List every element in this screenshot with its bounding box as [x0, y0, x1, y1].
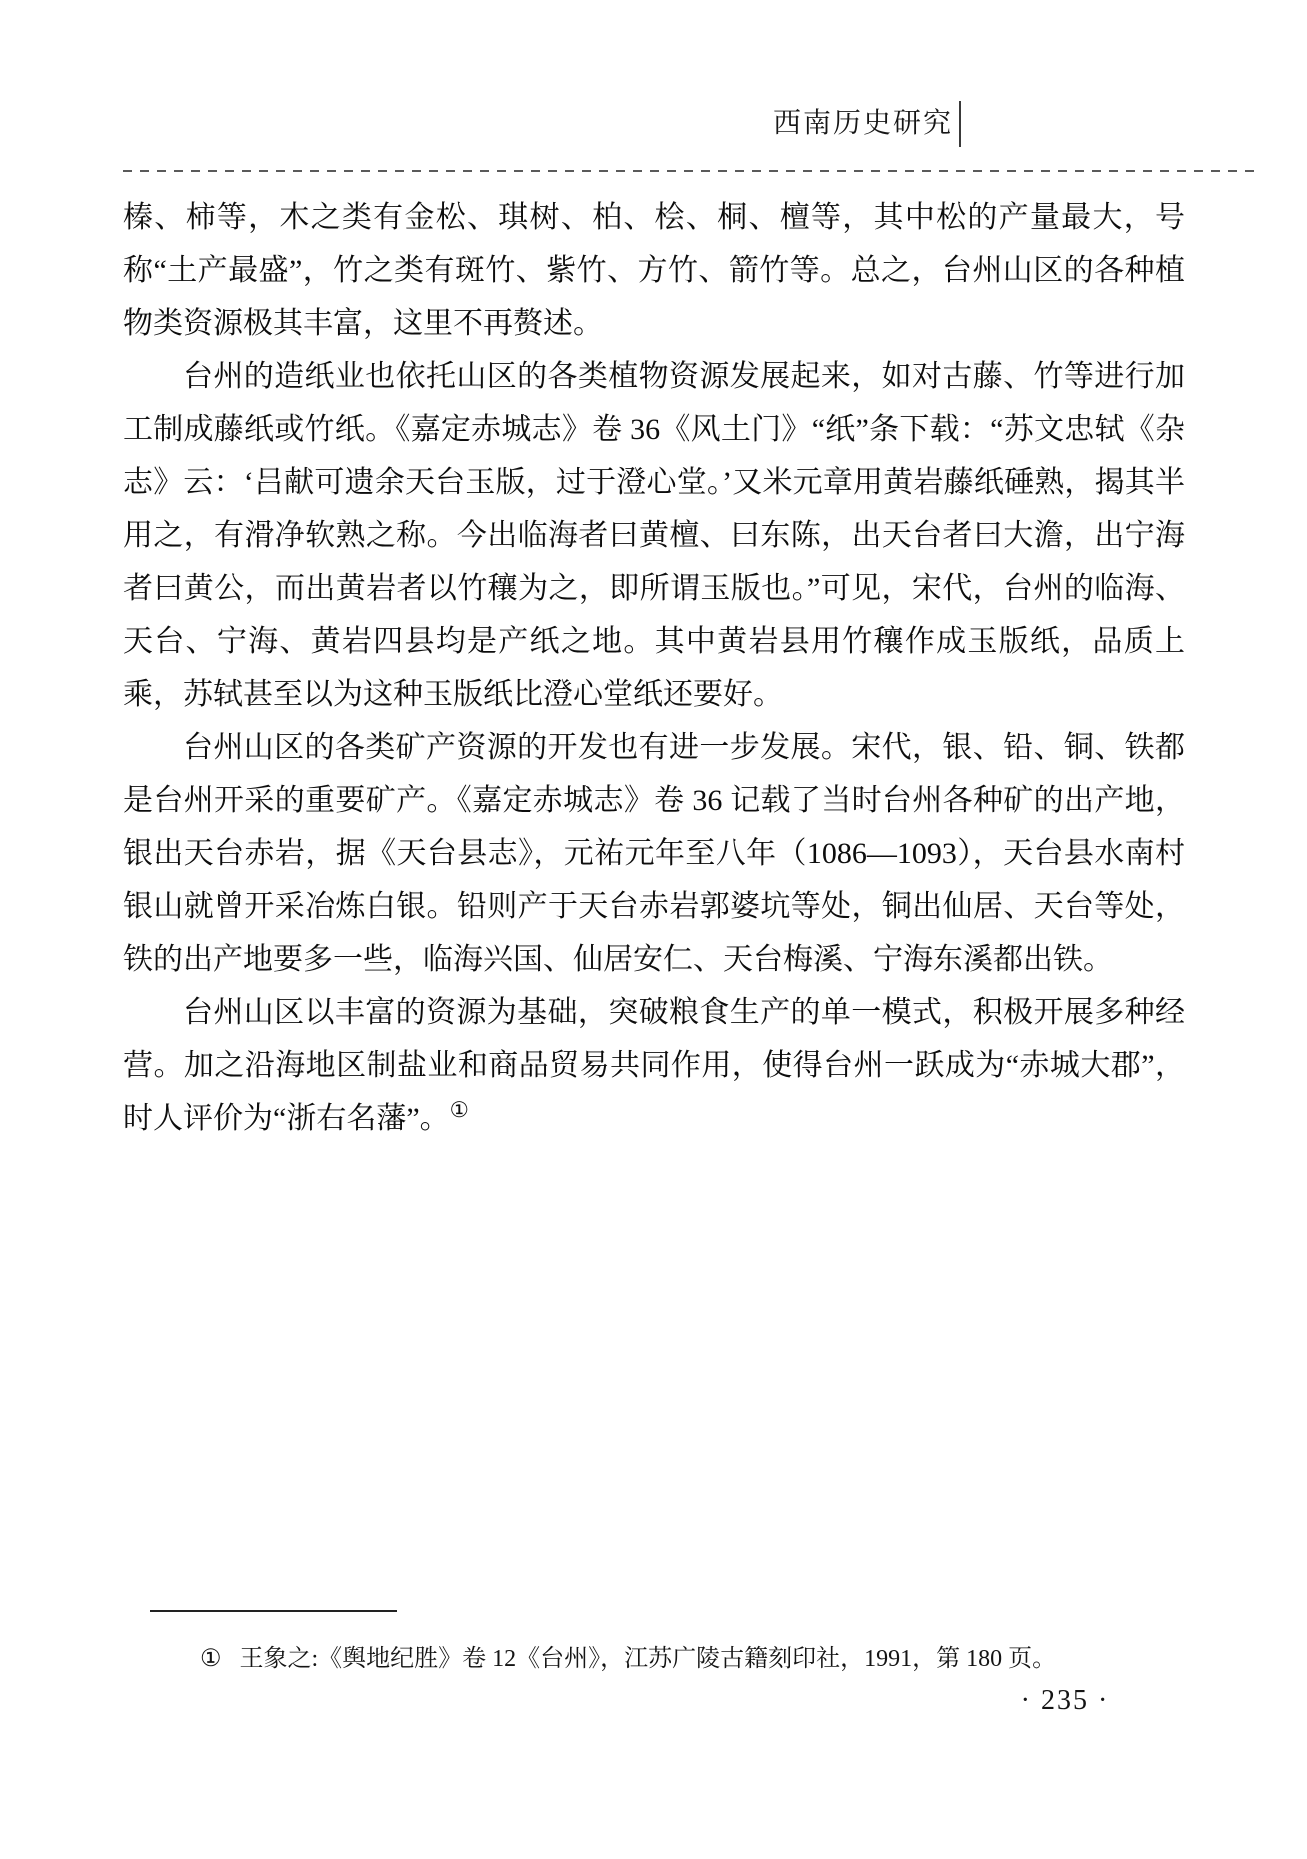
- footnote-marker: ①: [200, 1646, 222, 1672]
- body-paragraph: 榛、柿等，木之类有金松、琪树、柏、桧、桐、檀等，其中松的产量最大，号称“土产最盛”，竹之类有斑竹、紫竹、方竹、箭竹等。总之，台州山区的各种植物类资源极其丰富，这里不再赘述。: [123, 201, 1185, 340]
- body-paragraph: [123, 986, 1185, 1145]
- body-paragraph-text: 台州山区以丰富的资源为基础，突破粮食生产的单一模式，积极开展多种经营。加之沿海地区制盐业和商品贸易共同作用，使得台州一跃成为“赤城大郡”，时人评价为“浙右名藩”。: [123, 996, 1185, 1135]
- header-dashed-rule: [123, 170, 1255, 172]
- running-head-title: 西南历史研究: [772, 108, 953, 139]
- footnote-reference-mark: ①: [449, 1098, 469, 1122]
- header-vertical-bar: [959, 101, 961, 147]
- footnote: [123, 1642, 1185, 1676]
- body-paragraph: 台州山区的各类矿产资源的开发也有进一步发展。宋代，银、铅、铜、铁都是台州开采的重要矿产。《嘉定赤城志》卷 36 记载了当时台州各种矿的出产地，银出天台赤岩，据《天台县志》，元祐元年至八年（1086—1093），天台县水南村银山就曾开采冶炼白银。铅则产于天台赤岩郭婆坑等处，铜出仙居、天台等处，铁的出产地要多一些，临海兴国、仙居安仁、天台梅溪、宁海东溪都出铁。: [123, 731, 1185, 976]
- footnote-separator-rule: [150, 1610, 397, 1612]
- body-text-block: [123, 191, 1185, 1145]
- page-number: · 235 ·: [1020, 1685, 1110, 1716]
- body-paragraph: 台州的造纸业也依托山区的各类植物资源发展起来，如对古藤、竹等进行加工制成藤纸或竹纸。《嘉定赤城志》卷 36《风土门》“纸”条下载：“苏文忠轼《杂志》云：‘吕献可遗余天台玉版，过于澄心堂。’又米元章用黄岩藤纸硾熟，揭其半用之，有滑净软熟之称。今出临海者曰黄檀、曰东陈，出天台者曰大澹，出宁海者曰黄公，而出黄岩者以竹穰为之，即所谓玉版也。”可见，宋代，台州的临海、天台、宁海、黄岩四县均是产纸之地。其中黄岩县用竹穰作成玉版纸，品质上乘，苏轼甚至以为这种玉版纸比澄心堂纸还要好。: [123, 360, 1185, 711]
- footnote-text: 王象之:《舆地纪胜》卷 12《台州》，江苏广陵古籍刻印社，1991，第 180 页。: [239, 1646, 1057, 1672]
